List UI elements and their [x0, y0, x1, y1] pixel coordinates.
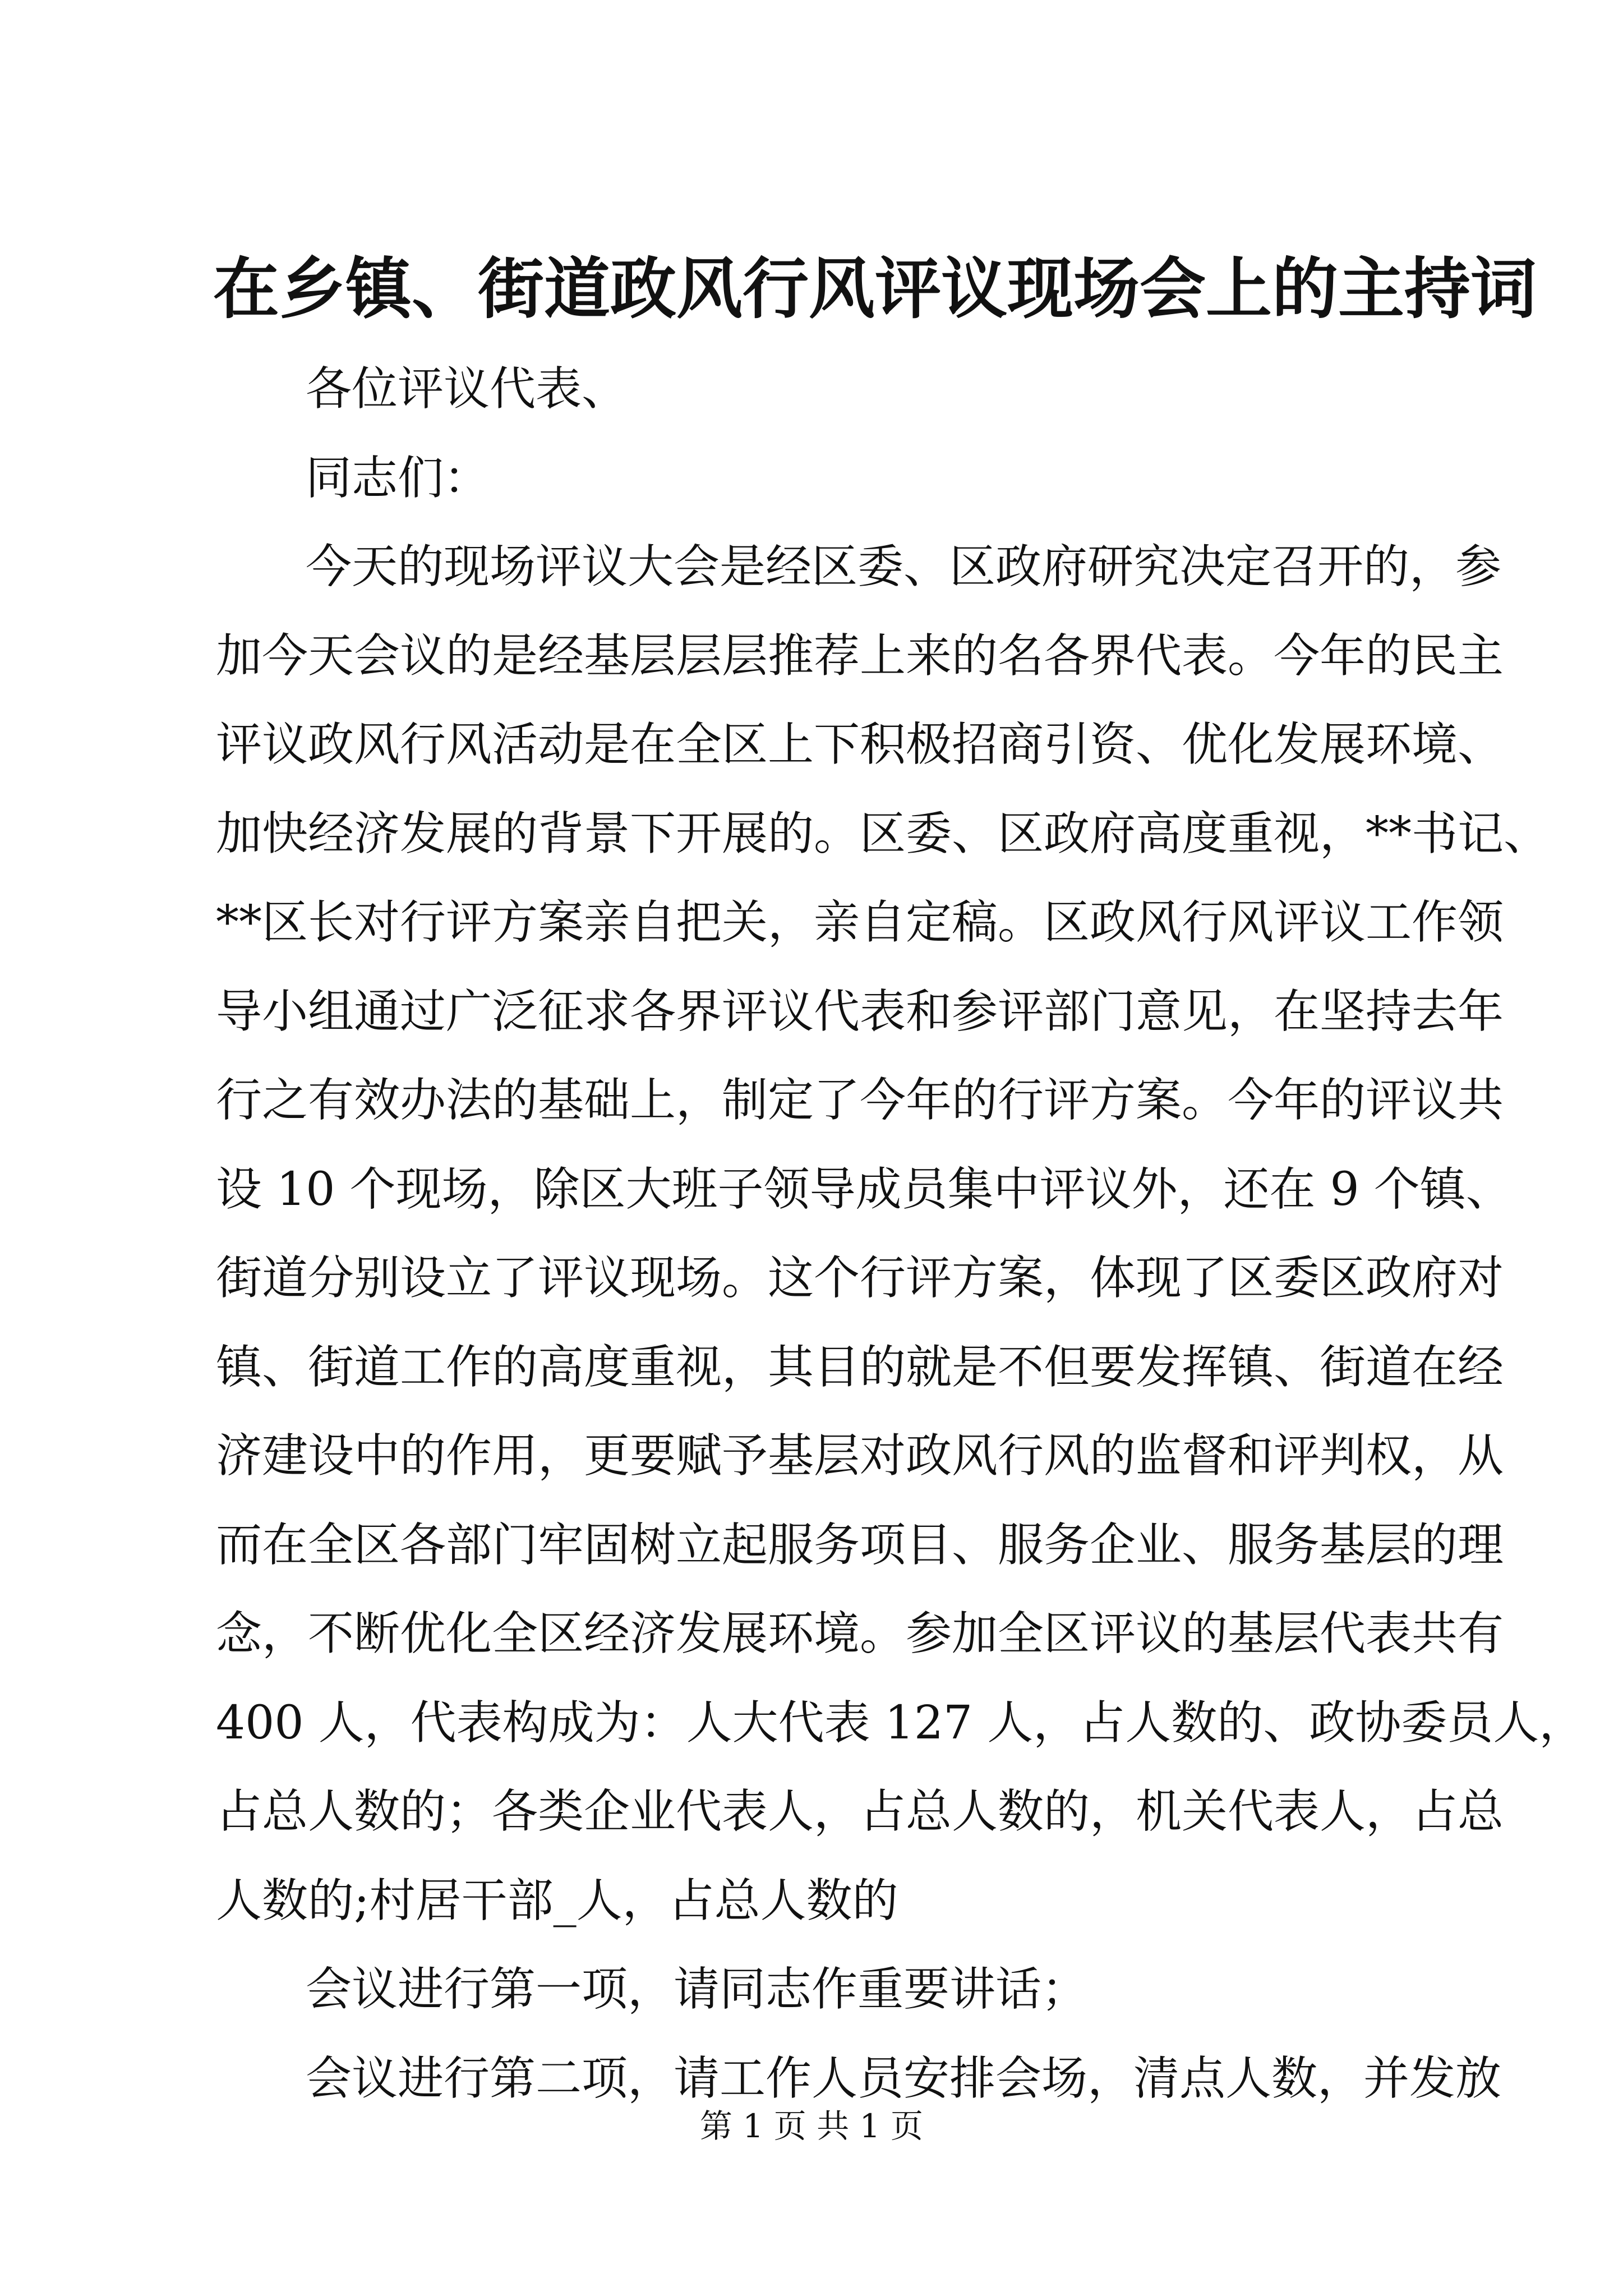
paragraph-line: 而在全区各部门牢固树立起服务项目、服务企业、服务基层的理	[216, 1518, 1504, 1572]
paragraph-line: 导小组通过广泛征求各界评议代表和参评部门意见，在坚持去年	[216, 984, 1504, 1038]
paragraph-line: 人数的;村居干部_人，占总人数的	[216, 1874, 898, 1927]
agenda-item: 会议进行第一项，请同志作重要讲话；	[306, 1963, 1088, 2016]
paragraph-line: **区长对行评方案亲自把关，亲自定稿。区政风行风评议工作领	[216, 896, 1504, 949]
paragraph-line: 街道分别设立了评议现场。这个行评方案，体现了区委区政府对	[216, 1251, 1504, 1305]
paragraph-line: 加今天会议的是经基层层层推荐上来的名各界代表。今年的民主	[216, 629, 1504, 683]
salutation-line: 同志们：	[306, 451, 490, 505]
paragraph-line: 占总人数的；各类企业代表人，占总人数的，机关代表人，占总	[216, 1785, 1504, 1838]
paragraph-line: 设 10 个现场，除区大班子领导成员集中评议外，还在 9 个镇、	[216, 1162, 1512, 1216]
paragraph-line: 念，不断优化全区经济发展环境。参加全区评议的基层代表共有	[216, 1607, 1504, 1660]
paragraph-line: 济建设中的作用，更要赋予基层对政风行风的监督和评判权，从	[216, 1429, 1504, 1483]
paragraph-line: 行之有效办法的基础上，制定了今年的行评方案。今年的评议共	[216, 1074, 1504, 1127]
paragraph-line: 今天的现场评议大会是经区委、区政府研究决定召开的，参	[306, 540, 1502, 593]
agenda-item: 会议进行第二项，请工作人员安排会场，清点人数，并发放	[306, 2051, 1502, 2105]
paragraph-line: 镇、街道工作的高度重视，其目的就是不但要发挥镇、街道在经	[216, 1340, 1504, 1394]
paragraph-line: 400 人，代表构成为：人大代表 127 人，占人数的、政协委员人，	[216, 1696, 1585, 1750]
salutation-line: 各位评议代表、	[306, 362, 628, 416]
paragraph-line: 加快经济发展的背景下开展的。区委、区政府高度重视，**书记、	[216, 807, 1550, 861]
document-title: 在乡镇、街道政风行风评议现场会上的主持词	[213, 250, 1537, 328]
page-footer: 第 1 页 共 1 页	[700, 2107, 923, 2145]
document-body	[216, 345, 1585, 2123]
paragraph-line: 评议政风行风活动是在全区上下积极招商引资、优化发展环境、	[216, 718, 1504, 771]
